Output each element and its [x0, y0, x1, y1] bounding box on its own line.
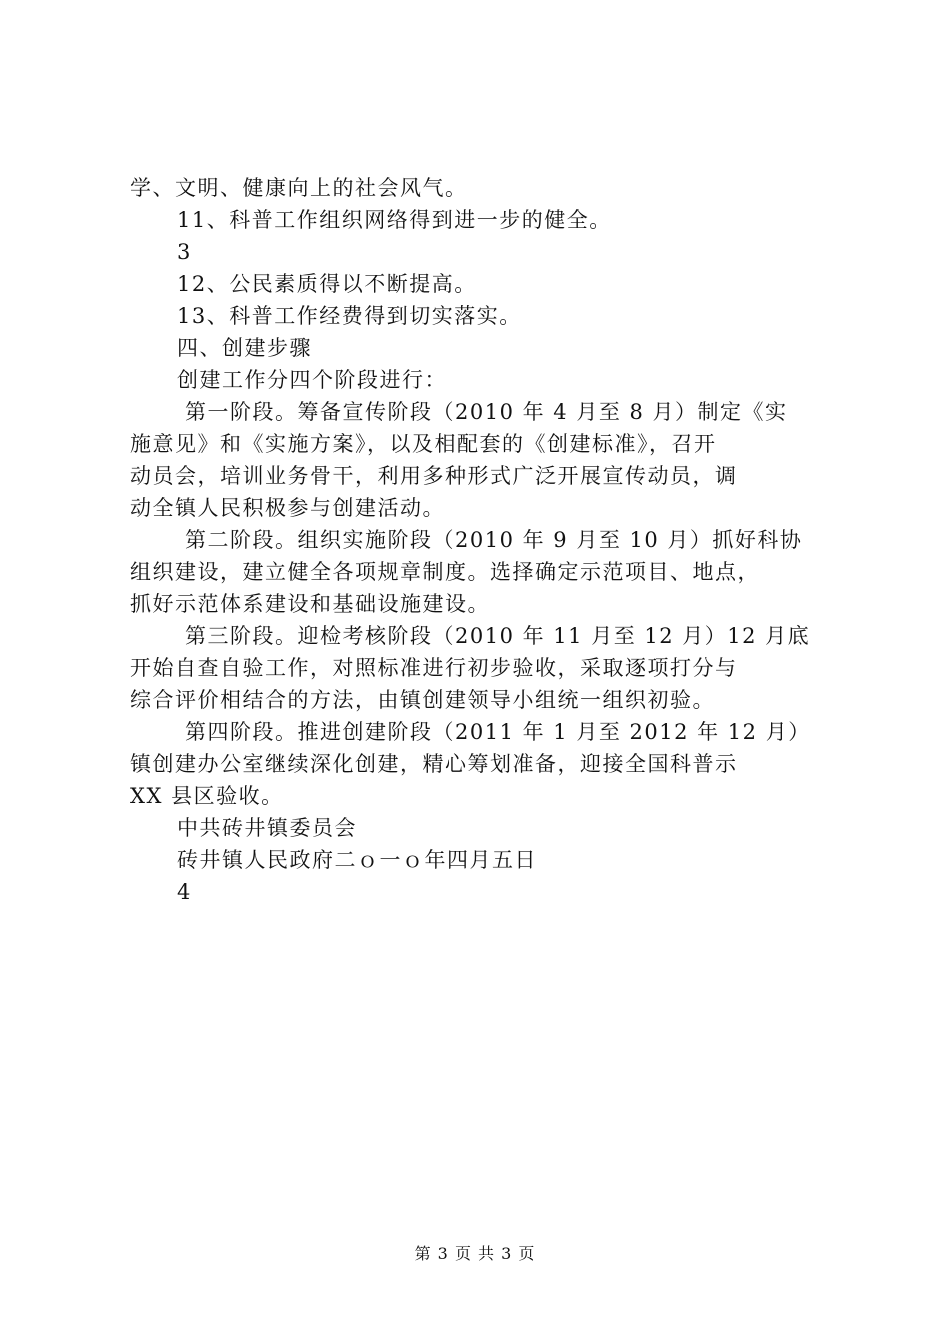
text-line: 开始自查自验工作，对照标准进行初步验收，采取逐项打分与 — [130, 656, 738, 680]
text-line: 动全镇人民积极参与创建活动。 — [130, 496, 445, 520]
document-body — [130, 172, 830, 908]
text-line: 组织建设，建立健全各项规章制度。选择确定示范项目、地点， — [130, 560, 760, 584]
text-line: 第二阶段。组织实施阶段（2010 年 9 月至 10 月）抓好科协 — [185, 528, 803, 552]
text-line: 12、公民素质得以不断提高。 — [177, 272, 477, 296]
text-line: 施意见》和《实施方案》，以及相配套的《创建标准》，召开 — [130, 432, 717, 456]
text-line: 学、文明、健康向上的社会风气。 — [130, 176, 468, 200]
text-line: 第三阶段。迎检考核阶段（2010 年 11 月至 12 月）12 月底 — [185, 624, 811, 648]
text-line: XX 县区验收。 — [130, 784, 284, 808]
text-line: 第四阶段。推进创建阶段（2011 年 1 月至 2012 年 12 月） — [185, 720, 811, 744]
text-line: 综合评价相结合的方法，由镇创建领导小组统一组织初验。 — [130, 688, 715, 712]
signature-date: 砖井镇人民政府二ｏ一ｏ年四月五日 — [177, 848, 537, 872]
page-footer: 第 3 页 共 3 页 — [414, 1244, 536, 1263]
page-number-marker: 3 — [177, 240, 192, 264]
text-line: 镇创建办公室继续深化创建，精心筹划准备，迎接全国科普示 — [130, 752, 738, 776]
text-line: 13、科普工作经费得到切实落实。 — [177, 304, 522, 328]
text-line: 11、科普工作组织网络得到进一步的健全。 — [177, 208, 612, 232]
page-number-marker: 4 — [177, 880, 192, 904]
text-line: 动员会，培训业务骨干，利用多种形式广泛开展宣传动员，调 — [130, 464, 738, 488]
text-line: 第一阶段。筹备宣传阶段（2010 年 4 月至 8 月）制定《实 — [185, 400, 788, 424]
text-line: 抓好示范体系建设和基础设施建设。 — [130, 592, 490, 616]
signature-organization: 中共砖井镇委员会 — [177, 816, 357, 840]
text-line: 创建工作分四个阶段进行： — [177, 368, 447, 392]
section-heading: 四、创建步骤 — [177, 336, 312, 360]
